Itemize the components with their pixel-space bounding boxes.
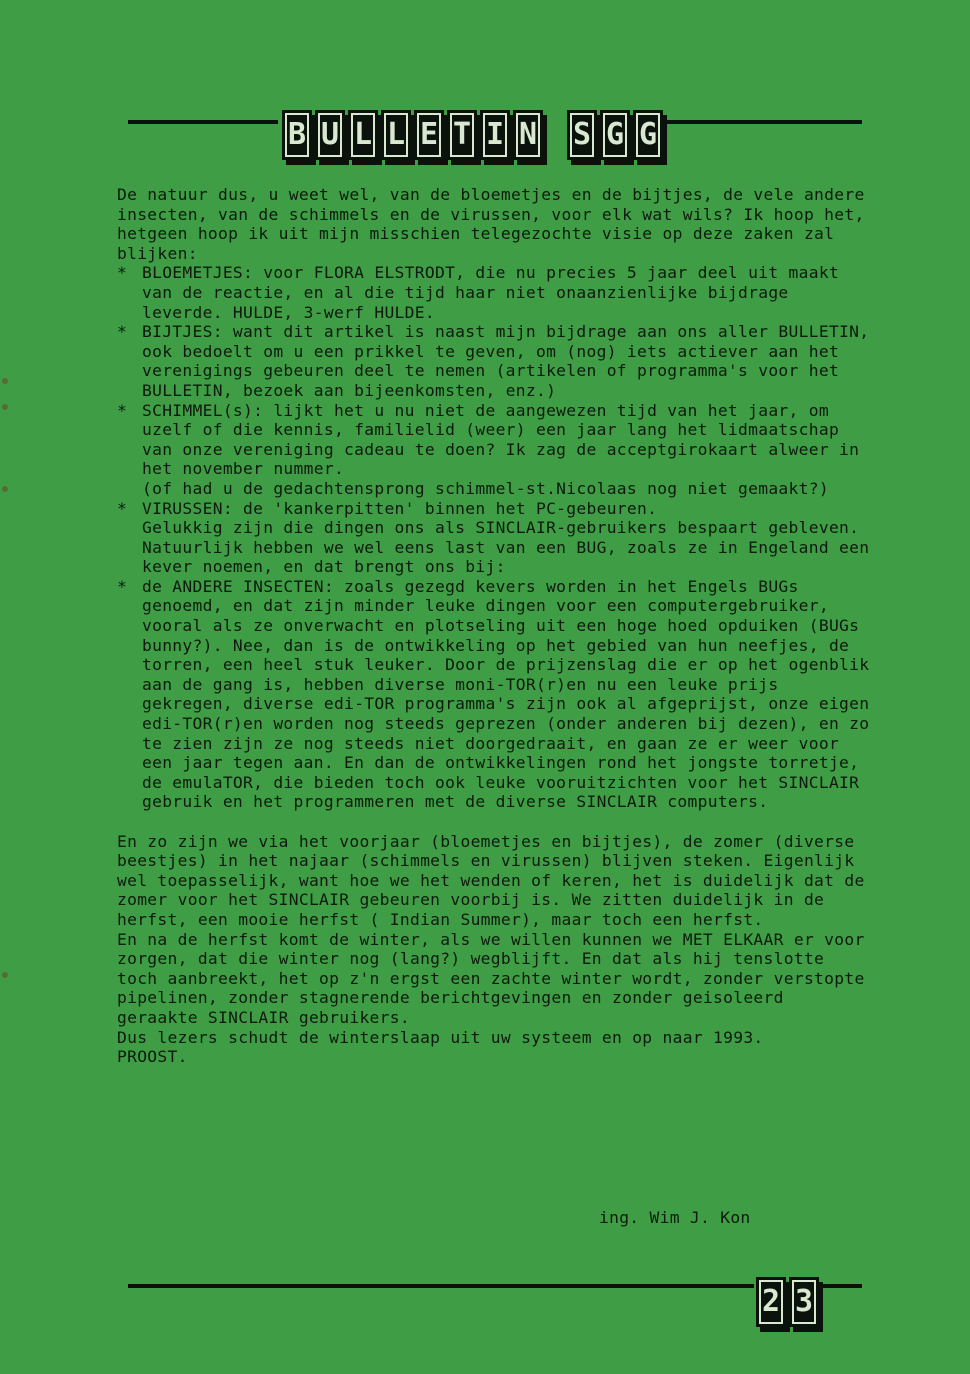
closing-paragraph-4: PROOST. [117, 1047, 188, 1067]
bullet-marker: * [117, 322, 128, 342]
title-letter: E [414, 110, 444, 160]
author-signature: ing. Wim J. Kon [599, 1208, 751, 1227]
closing-paragraph-2: En na de herfst komt de winter, als we willen kunnen we MET ELKAAR er voor zorgen, dat die winter nog (lang?) wegblijft. En dat als hij tenslotte toch aanbreekt, het op z'n ergst een zachte winter wordt, zonder verstopte pipelinen, zonder stagnerende berichtgevingen en zonder geisoleerd geraakte SINCLAIR gebruikers. [117, 929, 875, 1027]
title-letter: T [447, 110, 477, 160]
title-letter: B [282, 110, 312, 160]
intro-paragraph: De natuur dus, u weet wel, van de bloemetjes en de bijtjes, de vele andere insecten, van de schimmels en de virussen, voor elk wat wils? Ik hoop het, hetgeen hoop ik uit mijn misschien telegezochte visie op deze zaken zal blijken: [117, 185, 875, 263]
page-digit: 2 [756, 1277, 786, 1327]
list-item-text: BIJTJES: want dit artikel is naast mijn bijdrage aan ons aller BULLETIN, ook bedoelt om u een prikkel te geven, om (nog) iets actiever aan het verenigings gebeuren deel te nemen (artikelen of programma's voor het BULLETIN, bezoek aan bijeenkomsten, enz.) [142, 322, 880, 400]
list-item-schimmels [117, 401, 872, 499]
bullet-marker: * [117, 576, 128, 596]
bullet-marker: * [117, 400, 128, 420]
article-body [117, 185, 880, 1067]
title-letter: N [513, 110, 543, 160]
footer-rule-left [128, 1284, 754, 1288]
bullet-marker: * [117, 498, 128, 518]
title-letter: I [480, 110, 510, 160]
header-rule-right [664, 120, 862, 124]
list-item-text: VIRUSSEN: de 'kankerpitten' binnen het PC-gebeuren. Gelukkig zijn die dingen ons als SINCLAIR-gebruikers bespaart gebleven. Natuurlijk hebben we wel eens last van een BUG, zoals ze in Engeland een kever noemen, en dat brengt ons bij: [142, 498, 870, 577]
closing-paragraph-1: En zo zijn we via het voorjaar (bloemetjes en bijtjes), de zomer (diverse beestjes) in het najaar (schimmels en virussen) blijven steken. Eigenlijk wel toepasselijk, want hoe we het wenden of keren, het is duidelijk dat de zomer voor het SINCLAIR gebeuren voorbij is. We zitten duidelijk in de herfst, een mooie herfst ( Indian Summer), maar toch een herfst. [117, 831, 875, 929]
title-letter: G [633, 110, 663, 160]
bullet-marker: * [117, 263, 128, 283]
binding-mark [2, 486, 8, 492]
list-item-andere-insecten [117, 576, 880, 812]
title-letter: L [348, 110, 378, 160]
title-letter: G [600, 110, 630, 160]
bulletin-title [282, 106, 663, 164]
page-number [756, 1277, 819, 1327]
list-item-bloemetjes [117, 263, 872, 322]
binding-mark [2, 404, 8, 410]
page-digit: 3 [789, 1277, 819, 1327]
list-item-text: SCHIMMEL(s): lijkt het u nu niet de aangewezen tijd van het jaar, om uzelf of die kennis, familielid (weer) een jaar lang het lidmaatschap van onze vereniging cadeau te doen? Ik zag de acceptgirokaart alweer in het november nummer. (of had u de gedachtensprong schimmel-st.Nicolaas nog niet gemaakt?) [142, 400, 860, 498]
title-letter: U [315, 110, 345, 160]
list-item-text: BLOEMETJES: voor FLORA ELSTRODT, die nu precies 5 jaar deel uit maakt van de reactie, en al die tijd haar niet onaanzienlijke bijdrage leverde. HULDE, 3-werf HULDE. [142, 263, 850, 322]
title-letter: L [381, 110, 411, 160]
title-letter: S [567, 110, 597, 160]
closing-paragraph-3: Dus lezers schudt de winterslaap uit uw systeem en op naar 1993. [117, 1027, 764, 1047]
header-rule-left [128, 120, 278, 124]
list-item-bijtjes [117, 322, 880, 400]
footer-rule-right [818, 1284, 862, 1288]
binding-mark [2, 378, 8, 384]
list-item-virussen [117, 499, 872, 577]
list-item-text: de ANDERE INSECTEN: zoals gezegd kevers worden in het Engels BUGs genoemd, en dat zijn minder leuke dingen voor een computergebruiker, vooral als ze onverwacht en plotseling uit een hoge hoed opduiken (BUGs bunny?). Nee, dan is de ontwikkeling op het gebied van hun neefjes, de torren, een heel stuk leuker. Door de prijzenslag die er op het ogenblik aan de gang is, hebben diverse moni-TOR(r)en nu een leuke prijs gekregen, diverse edi-TOR programma's zijn ook al afgeprijst, onze eigen edi-TOR(r)en worden nog steeds geprezen (onder anderen bij dezen), en zo te zien zijn ze nog steeds niet doorgedraait, en gaan ze er weer voor een jaar tegen aan. En dan de ontwikkelingen rond het jongste torretje, de emulaTOR, die bieden toch ook leuke vooruitzichten voor het SINCLAIR gebruik en het programmeren met de diverse SINCLAIR computers. [142, 576, 880, 812]
binding-mark [2, 972, 8, 978]
